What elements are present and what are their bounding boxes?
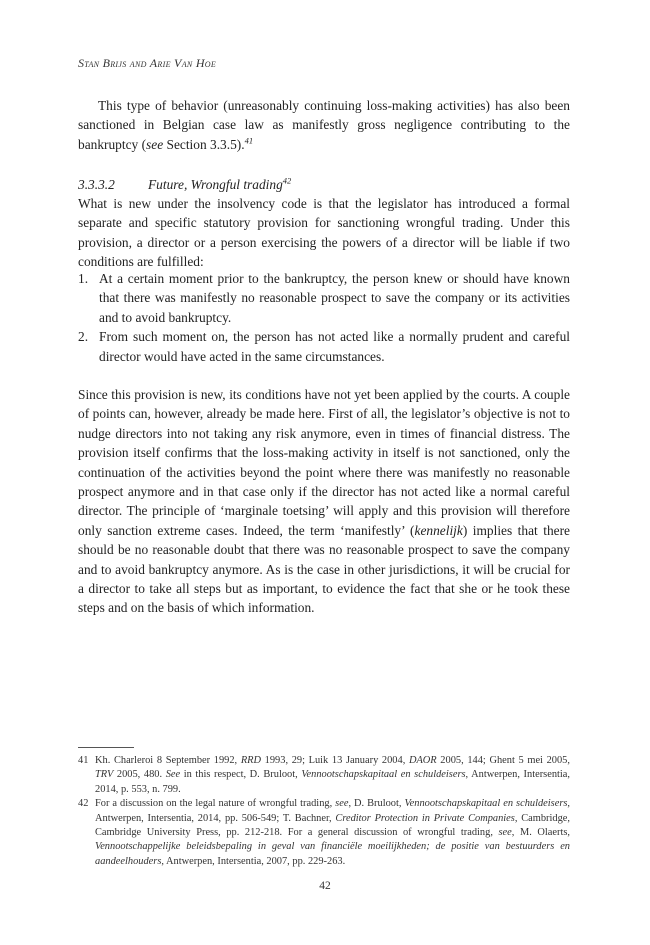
- term-kennelijk: kennelijk: [414, 522, 463, 538]
- footnotes: [78, 754, 570, 869]
- paragraph-analysis: Since this provision is new, its conditions have not yet been applied by the courts. A couple of points can, however, already be made here. First of all, the legislator’s objective is not to nudge directors into not taking any risk anymore, even in times of financial distress. The provision itself confirms that the loss-making activity in itself is not sanctioned, only the continuation of the activities beyond the point where there was manifestly no reasonable prospect anymore and in that case only if the director has not acted like a normal careful director. The principle of ‘marginale toetsing’ will apply and this provision will therefore only sanction extreme cases. Indeed, the term ‘manifestly’ (kennelijk) implies that there should be no reasonable doubt that there was no reasonable prospect to save the company and to avoid bankruptcy anymore. As is the case in other jurisdictions, it will be crucial for a director to take all steps but as important, to evidence the fact that she or he took these steps and on the basis of which information.: [78, 387, 570, 616]
- footnote-ref-42[interactable]: 42: [282, 175, 292, 186]
- running-head: Stan Brijs and Arie Van Hoe: [78, 56, 217, 70]
- section-heading: [78, 175, 570, 194]
- paragraph-new-provision: What is new under the insolvency code is that the legislator has introduced a formal separate and specific statutory provision for sanctioning wrongful trading. Under this provision, a director or a person exercising the powers of a director will be liable if two conditions are fulfilled:: [78, 196, 570, 270]
- list-item-text: From such moment on, the person has not acted like a normally prudent and careful director would have acted in the same circumstances.: [99, 329, 570, 364]
- section-title: Future, Wrongful trading: [148, 177, 283, 192]
- list-item: [78, 269, 570, 327]
- footnote-separator: [78, 747, 134, 748]
- footnote-41: 41 Kh. Charleroi 8 September 1992, RRD 1993, 29; Luik 13 January 2004, DAOR 2005, 144; Ghent 5 mei 2005, TRV 2005, 480. See in this respect, D. Bruloot, Vennootschapskapitaal en schuldeisers, Antwerpen, Intersentia, 2014, p. 553, n. 799.: [78, 755, 570, 795]
- section-number: 3.3.3.2: [78, 177, 115, 192]
- paragraph-behavior-sanction: This type of behavior (unreasonably continuing loss-making activities) has also been sanctioned in Belgian case law as manifestly gross negligence contributing to the bankruptcy (see Section 3.3.5).$^{41}$: [78, 98, 570, 152]
- page-number: 42: [319, 880, 331, 892]
- conditions-list: [78, 269, 570, 366]
- list-item-text: At a certain moment prior to the bankruptcy, the person knew or should have known that there was manifestly no reasonable prospect to save the company or its activities and to avoid bankruptcy.: [99, 271, 570, 325]
- footnote-number: 42: [78, 798, 89, 810]
- footnote-number: 41: [78, 755, 89, 766]
- list-item-number: 1.: [78, 271, 89, 286]
- list-item-number: 2.: [78, 329, 89, 345]
- list-item: [78, 327, 570, 366]
- footnote-42: 42 For a discussion on the legal nature of wrongful trading, see, D. Bruloot, Vennootschapskapitaal en schuldeisers, Antwerpen, Intersentia, 2014, pp. 506-549; T. Bachner, Creditor Protection in Private Companies, Cambridge, Cambridge University Press, pp. 212-218. For a general discussion of wrongful trading, see, M. Olaerts, Vennootschappelijke beleidsbepaling in geval van financiële moeilijkheden; de positie van bestuurders en aandeelhouders, Antwerpen, Intersentia, 2007, pp. 229-263.: [78, 798, 571, 867]
- footnote-ref-41[interactable]: 41: [244, 135, 254, 146]
